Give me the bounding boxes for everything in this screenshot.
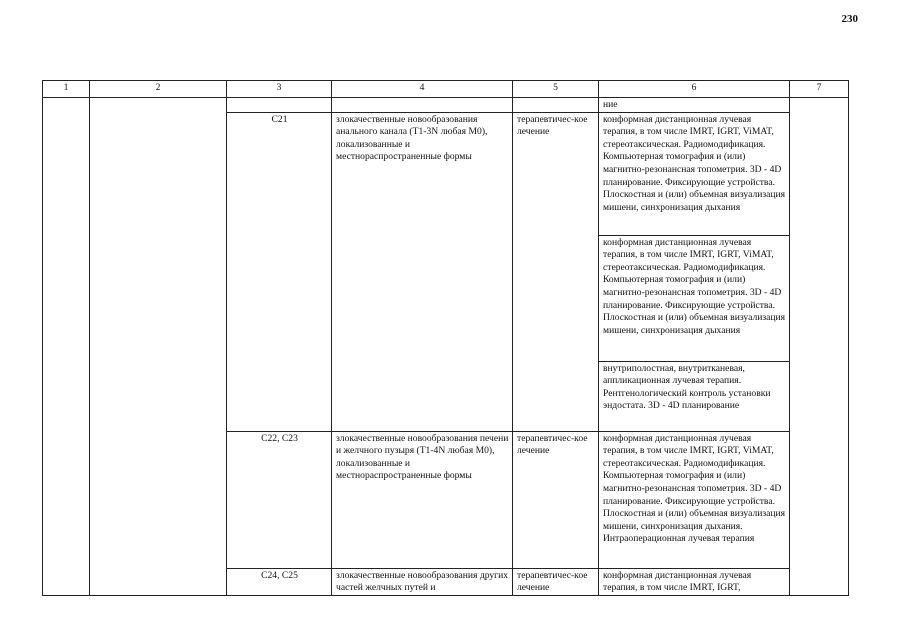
code-cell: C24, C25 — [227, 568, 332, 595]
treatment-table — [42, 80, 849, 596]
method-cell: конформная дистанционная лучевая терапия, в том числе IMRT, IGRT, ViMAT, стереотаксическая. Радиомодификация. Компьютерная томография и (или) магнитно-резонансная топометрия. 3D - 4D планирование. Фиксирующие устройства. Плоскостная и (или) объемная визуализация мишени, синхронизация дыхания — [599, 235, 790, 361]
page-number: 230 — [841, 13, 858, 25]
col-header-3: 3 — [227, 81, 332, 98]
method-cell: конформная дистанционная лучевая терапия, в том числе IMRT, IGRT, — [599, 568, 790, 595]
col-header-6: 6 — [599, 81, 790, 98]
treatment-cell-empty — [513, 98, 599, 113]
header-row — [43, 81, 849, 98]
col2-cell — [90, 98, 227, 596]
method-cell-continued: ние — [599, 98, 790, 113]
code-cell: C21 — [227, 112, 332, 431]
disease-cell: злокачественные новообразования других частей желчных путей и — [332, 568, 513, 595]
col-header-4: 4 — [332, 81, 513, 98]
treatment-cell: терапевтичес-кое лечение — [513, 568, 599, 595]
col-header-2: 2 — [90, 81, 227, 98]
col1-cell — [43, 98, 90, 596]
disease-cell-empty — [332, 98, 513, 113]
continuation-row — [43, 98, 849, 113]
col-header-1: 1 — [43, 81, 90, 98]
method-cell: внутриполостная, внутритканевая, аппликационная лучевая терапия. Рентгенологический контроль установки эндостата. 3D - 4D планирование — [599, 361, 790, 431]
disease-cell: злокачественные новообразования анального канала (T1-3N любая M0), локализованные и местнораспространенные формы — [332, 112, 513, 431]
treatment-cell: терапевтичес-кое лечение — [513, 431, 599, 568]
code-cell-empty — [227, 98, 332, 113]
method-cell: конформная дистанционная лучевая терапия, в том числе IMRT, IGRT, ViMAT, стереотаксическая. Радиомодификация. Компьютерная томография и (или) магнитно-резонансная топометрия. 3D - 4D планирование. Фиксирующие устройства. Плоскостная и (или) объемная визуализация мишени, синхронизация дыхания. Интраоперационная лучевая терапия — [599, 431, 790, 568]
col-header-7: 7 — [790, 81, 849, 98]
disease-cell: злокачественные новообразования печени и желчного пузыря (T1-4N любая M0), локализованные и местнораспространенные формы — [332, 431, 513, 568]
col-header-5: 5 — [513, 81, 599, 98]
col7-cell — [790, 98, 849, 596]
method-cell: конформная дистанционная лучевая терапия, в том числе IMRT, IGRT, ViMAT, стереотаксическая. Радиомодификация. Компьютерная томография и (или) магнитно-резонансная топометрия. 3D - 4D планирование. Фиксирующие устройства. Плоскостная и (или) объемная визуализация мишени, синхронизация дыхания — [599, 112, 790, 235]
code-cell: C22, C23 — [227, 431, 332, 568]
treatment-cell: терапевтичес-кое лечение — [513, 112, 599, 431]
